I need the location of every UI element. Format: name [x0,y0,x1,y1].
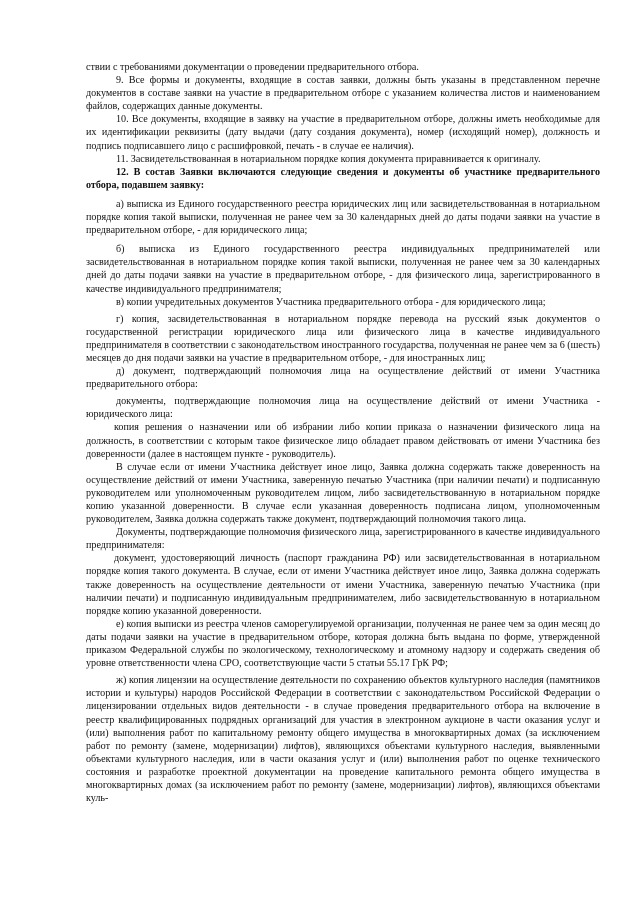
paragraph-item-d: д) документ, подтверждающий полномочия лица на осуществление действий от имени Участника предварительного отбора: [86,366,600,391]
document-page [86,61,600,805]
paragraph-item-v: в) копии учредительных документов Участника предварительного отбора - для юридического лица; [116,296,546,308]
paragraph-item-g: г) копия, засвидетельствованная в нотариальном порядке перевода на русский язык документов о государственной регистрации юридического лица или физического лица в качестве индивидуального предпринимателя в соответствии с законодательством иностранного государства, полученная не ранее чем за 6 (шесть) месяцев до дня подачи заявки на участие в предварительном отборе, - для иностранных лиц; [86,313,600,364]
paragraph-appointment-copy: копия решения о назначении или об избрании либо копии приказа о назначении физического лица на должность, в соответствии с которым такое физическое лицо обладает правом действовать от имени Участника без доверенности (далее в настоящем пункте - руководитель). [86,422,600,460]
item-12-bold-text: 12. В состав Заявки включаются следующие сведения и документы об участнике предварительного отбора, подавшем заявку: [86,166,600,191]
paragraph-legal-entity-docs: документы, подтверждающие полномочия лица на осуществление действий от имени Участника - юридического лица: [86,396,600,421]
paragraph-item-10: 10. Все документы, входящие в заявку на участие в предварительном отборе, должны иметь необходимые для их идентификации реквизиты (дату выдачи (дату создания документа), номер (исходящий номер), должность и подпись подписавшего лицо с расшифровкой, печать - в случае ее наличия). [86,114,600,152]
paragraph-item-a: а) выписка из Единого государственного реестра юридических лиц или засвидетельствованная в нотариальном порядке копия такой выписки, полученная не ранее чем за 30 календарных дней до даты подачи заявки на участие в предварительном отборе, - для юридического лица; [86,198,600,237]
paragraph-0: ствии с требованиями документации о проведении предварительного отбора. [86,62,419,73]
paragraph-passport: документ, удостоверяющий личность (паспорт гражданина РФ) или засвидетельствованная в нотариальном порядке копия такого документа. В случае, если от имени Участника действует иное лицо, Заявка должна содержать также доверенность на осуществление деятельности от имени Участника, заверенную печатью Участника (при наличии печати) и подписанную индивидуальным предпринимателем, либо засвидетельствованную в нотариальном порядке копию указанной доверенности. [86,553,600,617]
paragraph-item-zh: ж) копия лицензии на осуществление деятельности по сохранению объектов культурного наследия (памятников истории и культуры) народов Российской Федерации в соответствии с законодательством Российской Федерации о лицензировании отдельных видов деятельности - в случае проведения предварительного отбора на включение в реестр квалифицированных подрядных организаций для участия в электронном аукционе в части оказания услуг и (или) выполнения работ по капитальному ремонту общего имущества в многоквартирных домах (за исключением работ по ремонту (замене, модернизации) лифтов), являющихся объектами культурного наследия, выявленными объектами культурного наследия, или в части оказания услуг и (или) выполнения работ по оценке технического состояния и разработке проектной документации на проведение капитального ремонта общего имущества в многоквартирных домах (за исключением работ по ремонту (замене, модернизации) лифтов), являющихся объектами куль- [86,675,600,805]
paragraph-item-12-heading [86,166,600,192]
paragraph-item-11: 11. Засвидетельствованная в нотариальном порядке копия документа приравнивается к оригиналу. [116,153,541,165]
paragraph-individual-docs: Документы, подтверждающие полномочия физического лица, зарегистрированного в качестве индивидуального предпринимателя: [86,527,600,552]
paragraph-item-b: б) выписка из Единого государственного реестра индивидуальных предпринимателей или засвидетельствованная в нотариальном порядке копия такой выписки, полученная не ранее чем за 30 календарных дней до даты подачи заявки на участие в предварительном отборе, - для физического лица, зарегистрированного в качестве индивидуального предпринимателя; [86,244,600,295]
paragraph-proxy: В случае если от имени Участника действует иное лицо, Заявка должна содержать также доверенность на осуществление действий от имени Участника, заверенную печатью Участника (при наличии печати) и подписанную руководителем или уполномоченным руководителем лицом, либо засвидетельствованную в нотариальном порядке копию указанной доверенности. В случае если указанная доверенность подписана лицом, уполномоченным руководителем, Заявка должна содержать также документ, подтверждающий полномочия такого лица. [86,461,600,526]
paragraph-item-9: 9. Все формы и документы, входящие в состав заявки, должны быть указаны в представленном перечне документов в составе заявки на участие в предварительном отборе с указанием количества листов и наименованием файлов, содержащих данные документы. [86,75,600,113]
paragraph-item-e: е) копия выписки из реестра членов саморегулируемой организации, полученная не ранее чем за один месяц до даты подачи заявки на участие в предварительном отборе, которая должна быть выдана по форме, утвержденной приказом Федеральной службы по экологическому, технологическому и атомному надзору и содержать сведения об уровне ответственности члена СРО, соответствующие части 5 статьи 55.17 ГрК РФ; [86,618,600,670]
